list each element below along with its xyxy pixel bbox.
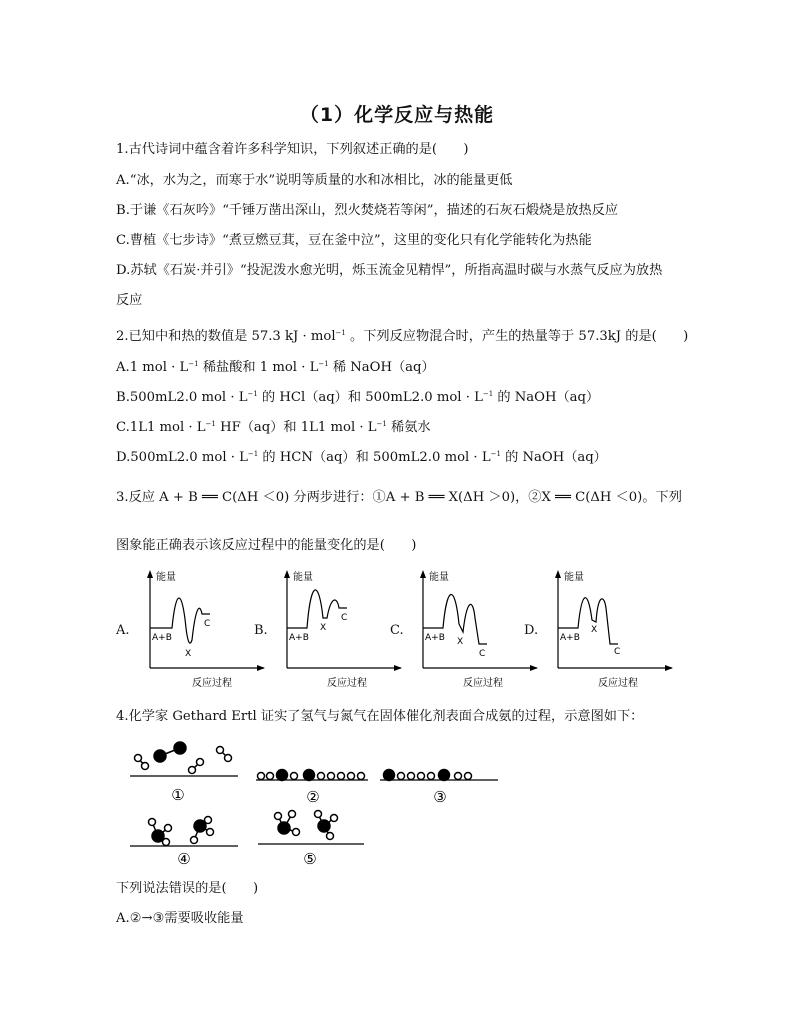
catalyst-surface-diagram [128,736,508,868]
svg-text:X: X [457,637,464,647]
q1-stem: 1.古代诗词中蕴含着许多科学知识，下列叙述正确的是( ) [116,142,469,157]
svg-text:能量: 能量 [429,572,449,583]
panel-2-molecules [258,770,365,781]
panel-4-molecules [149,817,214,846]
energy-graph-d [548,568,673,693]
svg-text:反应过程: 反应过程 [463,678,503,689]
svg-text:X: X [185,649,192,659]
energy-graph-a [140,568,265,693]
graph-option-c-label: C. [390,623,404,638]
svg-text:④: ④ [177,850,191,868]
q2-stem: 2.已知中和热的数值是 57.3 kJ · mol$^{-1}$ 。下列反应物混合时，产生的热量等于 57.3kJ 的是( ) [116,329,689,344]
graph-option-d-label: D. [524,623,539,638]
page-title: （1）化学反应与热能 [299,104,495,126]
svg-text:A+B: A+B [560,633,580,643]
q2-option-c: C.1L1 mol · $L^{-1}$ HF（aq）和 1L1 mol · $L^{-1}$ 稀氨水 [116,420,431,435]
energy-graph-b [277,568,402,693]
svg-text:X: X [591,625,598,635]
q4-question: 下列说法错误的是( ) [116,881,259,896]
svg-text:X: X [320,623,327,633]
graph-option-b-label: B. [254,623,268,638]
graph-option-a-label: A. [116,623,130,638]
svg-text:能量: 能量 [564,572,584,583]
svg-text:②: ② [306,788,320,806]
svg-text:反应过程: 反应过程 [327,678,367,689]
energy-graph-c [413,568,538,693]
svg-text:C: C [204,619,211,629]
svg-text:①: ① [171,786,185,804]
svg-text:③: ③ [433,788,447,806]
panel-1-molecules [135,742,232,774]
q1-option-d: D.苏轼《石炭·并引》“投泥泼水愈光明，烁玉流金见精悍”，所指高温时碳与水蒸气反应为放热 [116,263,663,278]
svg-text:C: C [341,613,348,623]
svg-text:A+B: A+B [289,633,309,643]
q1-option-b: B.于谦《石灰吟》“千锤万凿出深山，烈火焚烧若等闲”，描述的石灰石煅烧是放热反应 [116,203,619,218]
panel-3-molecules [384,770,472,781]
svg-text:A+B: A+B [425,633,445,643]
svg-text:⑤: ⑤ [303,850,317,868]
q1-option-d-cont: 反应 [116,293,143,308]
svg-text:反应过程: 反应过程 [598,678,638,689]
svg-text:能量: 能量 [156,572,176,583]
q2-option-b: B.500mL2.0 mol · $L^{-1}$ 的 HCl（aq）和 500mL2.0 mol · $L^{-1}$ 的 NaOH（aq） [116,390,600,405]
q1-option-c: C.曹植《七步诗》“煮豆燃豆萁，豆在釜中泣”，这里的变化只有化学能转化为热能 [116,233,592,248]
q3-stem: 3.反应 A + B ══ C(ΔH ＜0) 分两步进行：①A + B ══ X(ΔH ＞0)，②X ══ C(ΔH ＜0)。下列 [116,490,682,505]
svg-text:C: C [614,647,621,657]
svg-text:C: C [479,649,486,659]
q2-option-d: D.500mL2.0 mol · $L^{-1}$ 的 HCN（aq）和 500mL2.0 mol · $L^{-1}$ 的 NaOH（aq） [116,450,607,465]
q3-stem-cont: 图象能正确表示该反应过程中的能量变化的是( ) [116,538,417,553]
svg-text:反应过程: 反应过程 [192,678,232,689]
q4-stem: 4.化学家 Gethard Ertl 证实了氢气与氮气在固体催化剂表面合成氨的过程，示意图如下： [116,709,644,724]
svg-text:A+B: A+B [152,633,172,643]
q4-option-a: A.②→③需要吸收能量 [116,911,244,926]
q2-option-a: A.1 mol · $L^{-1}$ 稀盐酸和 1 mol · $L^{-1}$ 稀 NaOH（aq） [116,360,435,375]
svg-text:能量: 能量 [293,572,313,583]
panel-5-molecules [275,811,338,840]
q1-option-a: A.“冰，水为之，而寒于水”说明等质量的水和冰相比，冰的能量更低 [116,173,513,188]
